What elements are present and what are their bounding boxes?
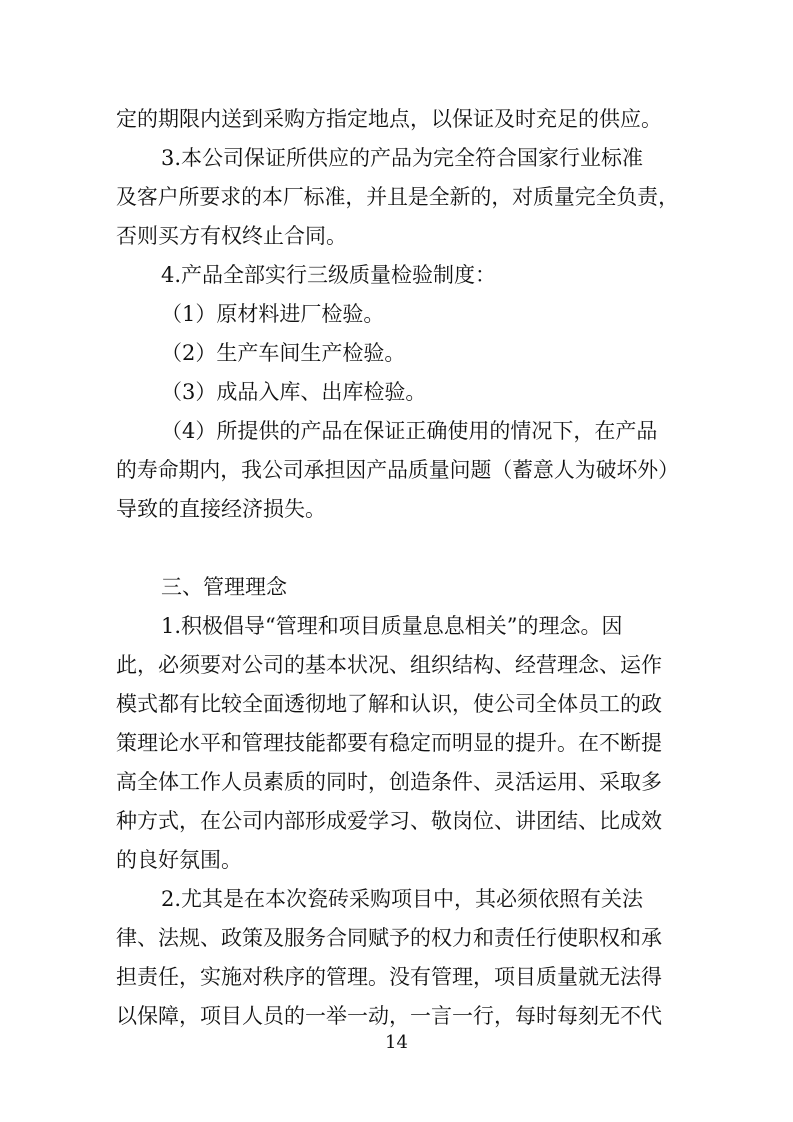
line-text: 3.本公司保证所供应的产品为完全符合国家行业标准 — [161, 146, 644, 170]
text-line — [0, 334, 793, 372]
line-text: 律、法规、政策及服务合同赋予的权力和责任行使职权和承 — [116, 926, 662, 950]
text-line — [0, 802, 793, 840]
text-line — [0, 607, 793, 645]
line-text: 的寿命期内，我公司承担因产品质量问题（蓄意人为破坏外） — [116, 458, 679, 482]
line-text: （1）原材料进厂检验。 — [161, 302, 385, 326]
text-line — [0, 451, 793, 489]
section-heading — [0, 568, 793, 606]
text-line — [0, 412, 793, 450]
text-line — [0, 373, 793, 411]
text-line — [0, 919, 793, 957]
line-text: 此，必须要对公司的基本状况、组织结构、经营理念、运作 — [116, 653, 662, 677]
line-text: 及客户所要求的本厂标准，并且是全新的，对质量完全负责， — [116, 185, 679, 209]
line-text: 策理论水平和管理技能都要有稳定而明显的提升。在不断提 — [116, 731, 662, 755]
text-line — [0, 685, 793, 723]
text-line — [0, 217, 793, 255]
line-text: 高全体工作人员素质的同时，创造条件、灵活运用、采取多 — [116, 770, 662, 794]
line-text: 种方式，在公司内部形成爱学习、敬岗位、讲团结、比成效 — [116, 809, 662, 833]
text-line — [0, 763, 793, 801]
line-text: 担责任，实施对秩序的管理。没有管理，项目质量就无法得 — [116, 965, 662, 989]
section-heading-text: 三、管理理念 — [161, 575, 287, 599]
line-text: 1.积极倡导“管理和项目质量息息相关”的理念。因 — [161, 614, 623, 638]
line-text: （2）生产车间生产检验。 — [161, 341, 406, 365]
text-line — [0, 646, 793, 684]
line-text: （4）所提供的产品在保证正确使用的情况下，在产品 — [161, 419, 658, 443]
line-text: （3）成品入库、出库检验。 — [161, 380, 427, 404]
line-text: 以保障，项目人员的一举一动，一言一行，每时每刻无不代 — [116, 1004, 662, 1028]
text-line — [0, 178, 793, 216]
line-text: 导致的直接经济损失。 — [116, 497, 326, 521]
line-text: 4.产品全部实行三级质量检验制度： — [161, 263, 497, 287]
text-line — [0, 724, 793, 762]
text-line — [0, 841, 793, 879]
text-line — [0, 880, 793, 918]
page-number: 14 — [385, 1032, 408, 1053]
text-line — [0, 958, 793, 996]
line-text: 定的期限内送到采购方指定地点，以保证及时充足的供应。 — [116, 107, 662, 131]
line-text: 2.尤其是在本次瓷砖采购项目中，其必须依照有关法 — [161, 887, 644, 911]
text-line — [0, 256, 793, 294]
line-text: 否则买方有权终止合同。 — [116, 224, 347, 248]
text-line — [0, 139, 793, 177]
text-line — [0, 100, 793, 138]
line-text: 模式都有比较全面透彻地了解和认识，使公司全体员工的政 — [116, 692, 662, 716]
text-line — [0, 490, 793, 528]
text-line — [0, 295, 793, 333]
line-text: 的良好氛围。 — [116, 848, 242, 872]
